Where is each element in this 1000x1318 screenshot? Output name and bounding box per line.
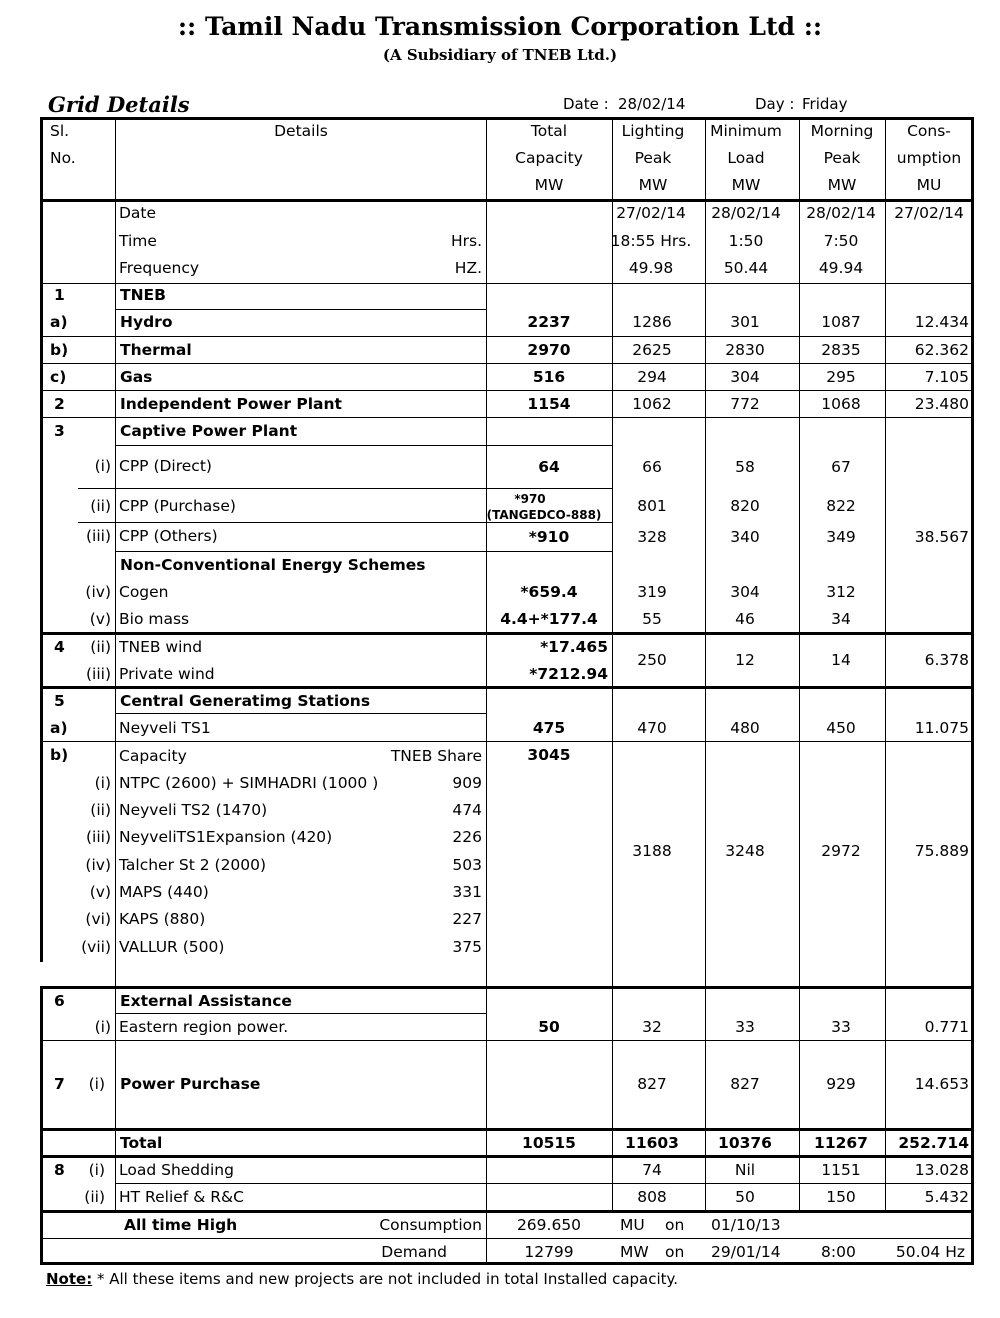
- col-minimum-load-1: Minimum: [710, 122, 782, 140]
- s3-no: 3: [54, 422, 65, 440]
- cgs-item-label: NTPC (2600) + SIMHADRI (1000 ): [119, 774, 379, 792]
- info-date-lighting: 27/02/14: [616, 204, 686, 222]
- cgs-item-share: 375: [452, 938, 482, 956]
- gas-lp: 294: [637, 368, 667, 386]
- thermal-no: b): [50, 341, 69, 359]
- col-total-capacity-3: MW: [534, 176, 564, 194]
- biomass-ml: 46: [735, 610, 755, 628]
- ath-demand-on: on: [665, 1243, 685, 1261]
- hydro-no: a): [50, 313, 68, 331]
- col-consumption-1: Cons-: [907, 122, 951, 140]
- thermal-label: Thermal: [120, 341, 192, 359]
- biomass-lp: 55: [642, 610, 662, 628]
- col-minimum-load-2: Load: [727, 149, 765, 167]
- col-consumption-2: umption: [896, 149, 962, 167]
- total-lp: 11603: [625, 1134, 679, 1152]
- eastern-ml: 33: [735, 1018, 755, 1036]
- eastern-label: Eastern region power.: [119, 1018, 289, 1036]
- total-cons: 252.714: [898, 1134, 969, 1152]
- s3-label: Captive Power Plant: [120, 422, 298, 440]
- s7-sub: (i): [88, 1075, 105, 1093]
- thermal-mp: 2835: [821, 341, 861, 359]
- private-wind-no: (iii): [85, 665, 111, 683]
- cpp-purchase-lp: 801: [637, 497, 667, 515]
- biomass-mp: 34: [831, 610, 851, 628]
- cgs-item-label: NeyveliTS1Expansion (420): [119, 828, 333, 846]
- cgs-item-no: (ii): [90, 801, 111, 819]
- cpp-purchase-ml: 820: [730, 497, 760, 515]
- s7-cons: 14.653: [914, 1075, 969, 1093]
- cpp-purchase-mp: 822: [826, 497, 856, 515]
- day-value: Friday: [802, 95, 848, 113]
- hydro-lp: 1286: [632, 313, 672, 331]
- gas-mp: 295: [826, 368, 856, 386]
- neyveli-cons: 11.075: [914, 719, 969, 737]
- nces-label: Non-Conventional Energy Schemes: [120, 556, 426, 574]
- s4-mp: 14: [831, 651, 851, 669]
- s2-cap: 1154: [527, 395, 571, 413]
- s5b-share-label: TNEB Share: [390, 747, 482, 765]
- thermal-ml: 2830: [725, 341, 765, 359]
- biomass-no: (v): [89, 610, 111, 628]
- cgs-item-no: (i): [94, 774, 111, 792]
- s5b-label: Capacity: [119, 747, 187, 765]
- s1-no: 1: [54, 286, 65, 304]
- cpp-others-lp: 328: [637, 528, 667, 546]
- eastern-mp: 33: [831, 1018, 851, 1036]
- footnote-label: Note:: [46, 1270, 93, 1288]
- cgs-item-label: Talcher St 2 (2000): [119, 856, 267, 874]
- neyveli-ml: 480: [730, 719, 760, 737]
- cpp-purchase-tangedco: (TANGEDCO-888): [486, 508, 602, 522]
- neyveli-lp: 470: [637, 719, 667, 737]
- eastern-cons: 0.771: [924, 1018, 969, 1036]
- col-lighting-peak-1: Lighting: [621, 122, 685, 140]
- cgs-item-no: (vi): [85, 910, 111, 928]
- s4-cons: 6.378: [924, 651, 969, 669]
- cgs-item-share: 909: [452, 774, 482, 792]
- ath-consumption-date: 01/10/13: [711, 1216, 781, 1234]
- hydro-ml: 301: [730, 313, 760, 331]
- all-time-high-label: All time High: [124, 1216, 238, 1234]
- col-lighting-peak-2: Peak: [634, 149, 672, 167]
- cpp-direct-cap: 64: [538, 458, 560, 476]
- cpp-purchase-label: CPP (Purchase): [119, 497, 236, 515]
- info-time-minimum: 1:50: [728, 232, 764, 250]
- biomass-cap: 4.4+*177.4: [500, 610, 598, 628]
- s2-ml: 772: [730, 395, 760, 413]
- s6-label: External Assistance: [120, 992, 292, 1010]
- col-minimum-load-3: MW: [731, 176, 761, 194]
- info-frequency-lighting: 49.98: [628, 259, 674, 277]
- cpp-others-ml: 340: [730, 528, 760, 546]
- cpp-purchase-cap: *970: [514, 492, 546, 506]
- col-sl-line2: No.: [50, 149, 76, 167]
- cogen-label: Cogen: [119, 583, 169, 601]
- neyveli-mp: 450: [826, 719, 856, 737]
- total-ml: 10376: [718, 1134, 772, 1152]
- eastern-cap: 50: [538, 1018, 560, 1036]
- s3-cons: 38.567: [914, 528, 969, 546]
- ht-relief-mp: 150: [826, 1188, 856, 1206]
- cgs-item-no: (iii): [85, 828, 111, 846]
- info-frequency-unit: HZ.: [454, 259, 482, 277]
- cpp-direct-mp: 67: [831, 458, 851, 476]
- info-time-lighting: 18:55 Hrs.: [610, 232, 692, 250]
- cpp-direct-ml: 58: [735, 458, 755, 476]
- load-shedding-no: (i): [88, 1161, 105, 1179]
- ht-relief-no: (ii): [84, 1188, 105, 1206]
- info-frequency-minimum: 50.44: [723, 259, 769, 277]
- s5-label: Central Generatimg Stations: [120, 692, 371, 710]
- info-time-label: Time: [119, 232, 157, 250]
- hydro-mp: 1087: [821, 313, 861, 331]
- gas-cap: 516: [532, 368, 566, 386]
- s5b-cap: 3045: [527, 746, 571, 764]
- gas-no: c): [50, 368, 67, 386]
- ht-relief-cons: 5.432: [924, 1188, 969, 1206]
- date-label: Date :: [563, 95, 609, 113]
- info-date-cons: 27/02/14: [894, 204, 964, 222]
- col-total-capacity-1: Total: [530, 122, 568, 140]
- ath-consumption-unit: MU: [620, 1216, 645, 1234]
- cpp-purchase-no: (ii): [90, 497, 111, 515]
- s2-cons: 23.480: [914, 395, 969, 413]
- load-shedding-ml: Nil: [734, 1161, 756, 1179]
- cgs-item-label: VALLUR (500): [119, 938, 225, 956]
- info-date-minimum: 28/02/14: [711, 204, 781, 222]
- thermal-cons: 62.362: [914, 341, 969, 359]
- s5b-lp: 3188: [632, 842, 672, 860]
- hydro-cap: 2237: [527, 313, 571, 331]
- total-cap: 10515: [522, 1134, 576, 1152]
- ath-consumption-label: Consumption: [379, 1216, 482, 1234]
- col-details: Details: [274, 122, 328, 140]
- s5b-mp: 2972: [821, 842, 861, 860]
- eastern-lp: 32: [642, 1018, 662, 1036]
- ath-demand-value: 12799: [524, 1243, 574, 1261]
- cpp-others-label: CPP (Others): [119, 527, 218, 545]
- cgs-item-share: 474: [452, 801, 482, 819]
- s5b-cons: 75.889: [914, 842, 969, 860]
- col-morning-peak-2: Peak: [823, 149, 861, 167]
- s8-no: 8: [54, 1161, 65, 1179]
- info-frequency-label: Frequency: [119, 259, 200, 277]
- cgs-item-share: 227: [452, 910, 482, 928]
- day-label: Day :: [755, 95, 795, 113]
- eastern-no: (i): [94, 1018, 111, 1036]
- cpp-direct-lp: 66: [642, 458, 662, 476]
- neyveli-cap: 475: [532, 719, 566, 737]
- s7-no: 7: [54, 1075, 65, 1093]
- ath-demand-date: 29/01/14: [711, 1243, 781, 1261]
- thermal-lp: 2625: [632, 341, 672, 359]
- cpp-direct-label: CPP (Direct): [119, 457, 212, 475]
- biomass-label: Bio mass: [119, 610, 190, 628]
- neyveli-no: a): [50, 719, 68, 737]
- ht-relief-ml: 50: [735, 1188, 755, 1206]
- ath-demand-freq: 50.04 Hz: [895, 1243, 965, 1261]
- cgs-item-share: 503: [452, 856, 482, 874]
- load-shedding-cons: 13.028: [914, 1161, 969, 1179]
- load-shedding-lp: 74: [642, 1161, 662, 1179]
- cgs-item-share: 331: [452, 883, 482, 901]
- cgs-item-label: Neyveli TS2 (1470): [119, 801, 268, 819]
- cgs-item-no: (iv): [85, 856, 111, 874]
- cgs-item-share: 226: [452, 828, 482, 846]
- total-label: Total: [120, 1134, 163, 1152]
- ath-demand-time: 8:00: [821, 1243, 856, 1261]
- col-sl-line1: Sl.: [50, 122, 70, 140]
- gas-label: Gas: [120, 368, 153, 386]
- cpp-others-no: (iii): [85, 527, 111, 545]
- cpp-direct-no: (i): [94, 457, 111, 475]
- s5b-ml: 3248: [725, 842, 765, 860]
- s5b-no: b): [50, 746, 69, 764]
- s7-lp: 827: [637, 1075, 667, 1093]
- info-date-morning: 28/02/14: [806, 204, 876, 222]
- cpp-others-cap: *910: [528, 528, 570, 546]
- ht-relief-label: HT Relief & R&C: [119, 1188, 244, 1206]
- load-shedding-mp: 1151: [821, 1161, 861, 1179]
- cgs-item-label: KAPS (880): [119, 910, 206, 928]
- col-morning-peak-3: MW: [827, 176, 857, 194]
- col-consumption-3: MU: [916, 176, 942, 194]
- s2-no: 2: [54, 395, 65, 413]
- load-shedding-label: Load Shedding: [119, 1161, 234, 1179]
- cgs-item-label: MAPS (440): [119, 883, 209, 901]
- gas-cons: 7.105: [924, 368, 969, 386]
- s4-ml: 12: [735, 651, 755, 669]
- cgs-item-no: (v): [89, 883, 111, 901]
- cpp-others-mp: 349: [826, 528, 856, 546]
- s4-lp: 250: [637, 651, 667, 669]
- cogen-lp: 319: [637, 583, 667, 601]
- cogen-no: (iv): [85, 583, 111, 601]
- tneb-wind-cap: *17.465: [540, 638, 608, 656]
- ath-demand-unit: MW: [620, 1243, 649, 1261]
- private-wind-cap: *7212.94: [529, 665, 608, 683]
- ath-consumption-value: 269.650: [516, 1216, 582, 1234]
- footnote: [46, 1272, 678, 1287]
- tneb-wind-no: (ii): [90, 638, 111, 656]
- col-lighting-peak-3: MW: [638, 176, 668, 194]
- thermal-cap: 2970: [527, 341, 571, 359]
- grid-details-title: Grid Details: [48, 92, 190, 117]
- cogen-ml: 304: [730, 583, 760, 601]
- hydro-cons: 12.434: [914, 313, 969, 331]
- s7-mp: 929: [826, 1075, 856, 1093]
- info-time-morning: 7:50: [823, 232, 859, 250]
- info-time-unit: Hrs.: [450, 232, 482, 250]
- s6-no: 6: [54, 992, 65, 1010]
- neyveli-label: Neyveli TS1: [119, 719, 211, 737]
- s2-label: Independent Power Plant: [120, 395, 342, 413]
- cogen-mp: 312: [826, 583, 856, 601]
- cogen-cap: *659.4: [520, 583, 578, 601]
- s2-lp: 1062: [632, 395, 672, 413]
- col-total-capacity-2: Capacity: [515, 149, 583, 167]
- page-title: :: Tamil Nadu Transmission Corporation Ltd ::: [177, 12, 823, 41]
- total-mp: 11267: [814, 1134, 868, 1152]
- s2-mp: 1068: [821, 395, 861, 413]
- ath-demand-label: Demand: [381, 1243, 447, 1261]
- page-subtitle: (A Subsidiary of TNEB Ltd.): [382, 46, 618, 64]
- s7-label: Power Purchase: [120, 1075, 261, 1093]
- info-frequency-morning: 49.94: [818, 259, 864, 277]
- s4-no: 4: [54, 638, 65, 656]
- tneb-wind-label: TNEB wind: [119, 638, 203, 656]
- hydro-label: Hydro: [120, 313, 173, 331]
- s5-no: 5: [54, 692, 65, 710]
- date-value: 28/02/14: [618, 95, 686, 113]
- ht-relief-lp: 808: [637, 1188, 667, 1206]
- cgs-item-no: (vii): [81, 938, 111, 956]
- ath-consumption-on: on: [665, 1216, 685, 1234]
- col-morning-peak-1: Morning: [810, 122, 874, 140]
- gas-ml: 304: [730, 368, 760, 386]
- s1-label: TNEB: [120, 286, 166, 304]
- info-date-label: Date: [119, 204, 157, 222]
- private-wind-label: Private wind: [119, 665, 215, 683]
- footnote-text: * All these items and new projects are not included in total Installed capacity.: [92, 1270, 679, 1288]
- s7-ml: 827: [730, 1075, 760, 1093]
